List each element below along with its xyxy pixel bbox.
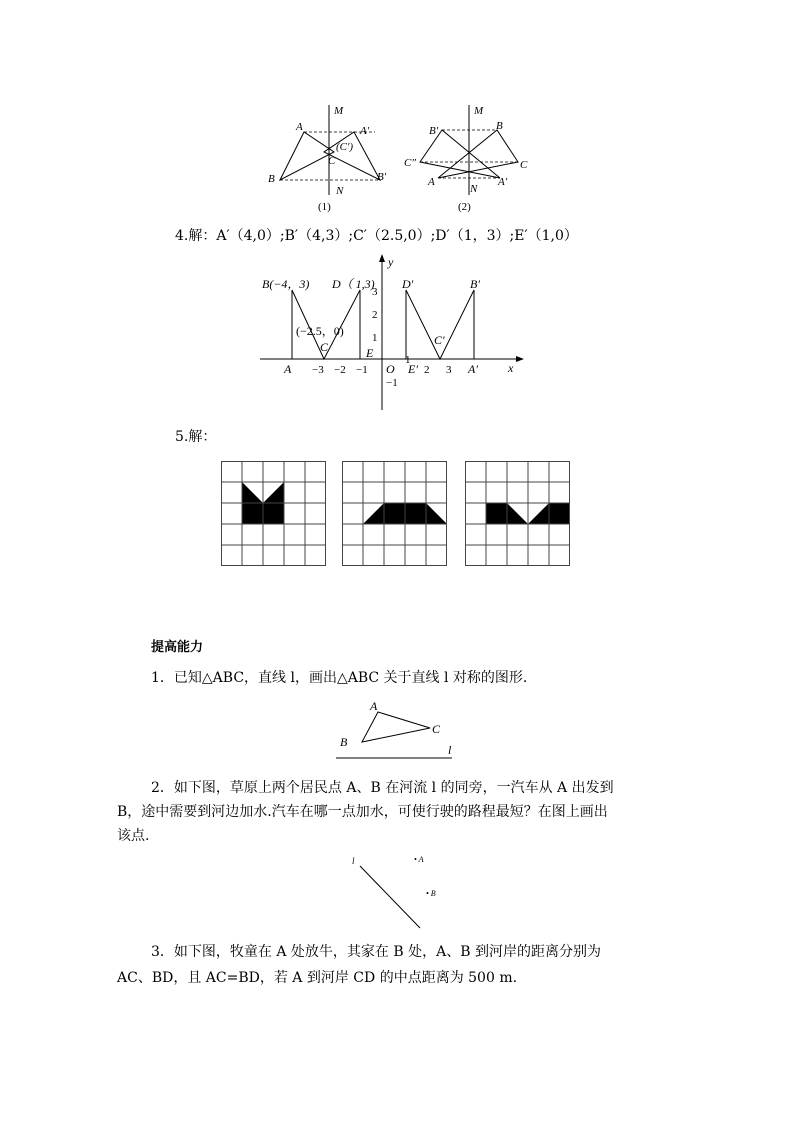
- label-a: A: [370, 699, 378, 713]
- label-a: A: [284, 362, 292, 376]
- x-axis-label: x: [508, 361, 514, 375]
- grid-figure-1: [221, 461, 327, 567]
- label-a: A: [428, 176, 435, 188]
- label-n: N: [336, 185, 344, 197]
- label-d-point: D（ 1,3): [332, 277, 375, 291]
- label-b-point: B(−4，3): [262, 277, 310, 291]
- label-a-prime: A′: [468, 362, 478, 376]
- label-b: B: [496, 120, 503, 132]
- label-b-prime: B′: [377, 171, 387, 183]
- mirror-figure-2: [400, 100, 545, 215]
- problem-2-figure: [348, 850, 438, 930]
- label-l: l: [448, 743, 452, 757]
- label-b-prime: B′: [470, 277, 480, 291]
- label-c-coord: (−2.5，0): [296, 324, 344, 338]
- label-l: l: [352, 856, 355, 866]
- problem-1-figure: [336, 698, 466, 762]
- problem-3-line-2: AC、BD，且 AC=BD，若 A 到河岸 CD 的中点距离为 500 m.: [117, 970, 518, 986]
- coordinate-figure: [260, 252, 525, 414]
- label-c-prime: (C′): [336, 141, 354, 153]
- label-b: B: [268, 173, 275, 185]
- label-b: B: [340, 735, 348, 749]
- label-e-prime: E′: [408, 362, 418, 376]
- label-c-prime: C′: [434, 333, 445, 347]
- label-b-prime: B′: [429, 125, 439, 137]
- problem-2-line-3: 该点.: [117, 828, 150, 844]
- point-b: • B: [426, 889, 436, 898]
- grid-figure-3: [465, 461, 571, 567]
- label-a: A: [296, 121, 303, 133]
- label-o: O: [386, 362, 395, 376]
- label-d-prime: D′: [402, 277, 414, 291]
- x-tick-5: 2: [424, 364, 430, 376]
- label-c-prime: C″: [404, 157, 416, 169]
- label-n: N: [470, 183, 478, 195]
- label-c: C: [320, 340, 329, 354]
- label-m: M: [474, 105, 484, 117]
- grid-figure-2: [342, 461, 448, 567]
- problem-3-line-1: 3．如下图，牧童在 A 处放牛，其家在 B 处，A、B 到河岸的距离分别为: [151, 944, 601, 960]
- point-a: • A: [414, 855, 424, 864]
- label-c: C: [328, 155, 336, 167]
- y-tick-4: −1: [386, 377, 398, 389]
- x-tick-6: 3: [446, 364, 452, 376]
- label-a-prime: A′: [360, 125, 370, 137]
- y-axis-label: y: [388, 255, 394, 269]
- y-tick-1: 3: [372, 286, 378, 298]
- problem-1-text: 1．已知△ABC，直线 l，画出△ABC 关于直线 l 对称的图形.: [151, 670, 528, 686]
- label-e: E: [366, 346, 374, 360]
- mirror-figure-1: [260, 100, 400, 215]
- problem-2-line-1: 2．如下图，草原上两个居民点 A、B 在河流 l 的同旁，一汽车从 A 出发到: [151, 780, 614, 796]
- label-c: C: [432, 722, 441, 736]
- x-tick-4: 1: [405, 354, 411, 366]
- label-a-prime: A′: [498, 176, 508, 188]
- y-tick-3: 1: [372, 332, 378, 344]
- q4-answer: 4.解：A′（4,0）;B′（4,3）;C′（2.5,0）;D′（1，3）;E′（1,0）: [175, 228, 578, 244]
- x-tick-2: −2: [334, 364, 346, 376]
- caption-1: (1): [318, 201, 331, 213]
- y-tick-2: 2: [372, 309, 378, 321]
- q5-answer: 5.解：: [175, 429, 217, 445]
- label-m: M: [334, 105, 344, 117]
- section-title: 提高能力: [151, 640, 204, 655]
- x-tick-1: −3: [312, 364, 324, 376]
- caption-2: (2): [458, 201, 471, 213]
- x-tick-3: −1: [356, 364, 368, 376]
- problem-2-line-2: B，途中需要到河边加水.汽车在哪一点加水，可使行驶的路程最短？在图上画出: [117, 804, 608, 820]
- label-c: C: [520, 159, 528, 171]
